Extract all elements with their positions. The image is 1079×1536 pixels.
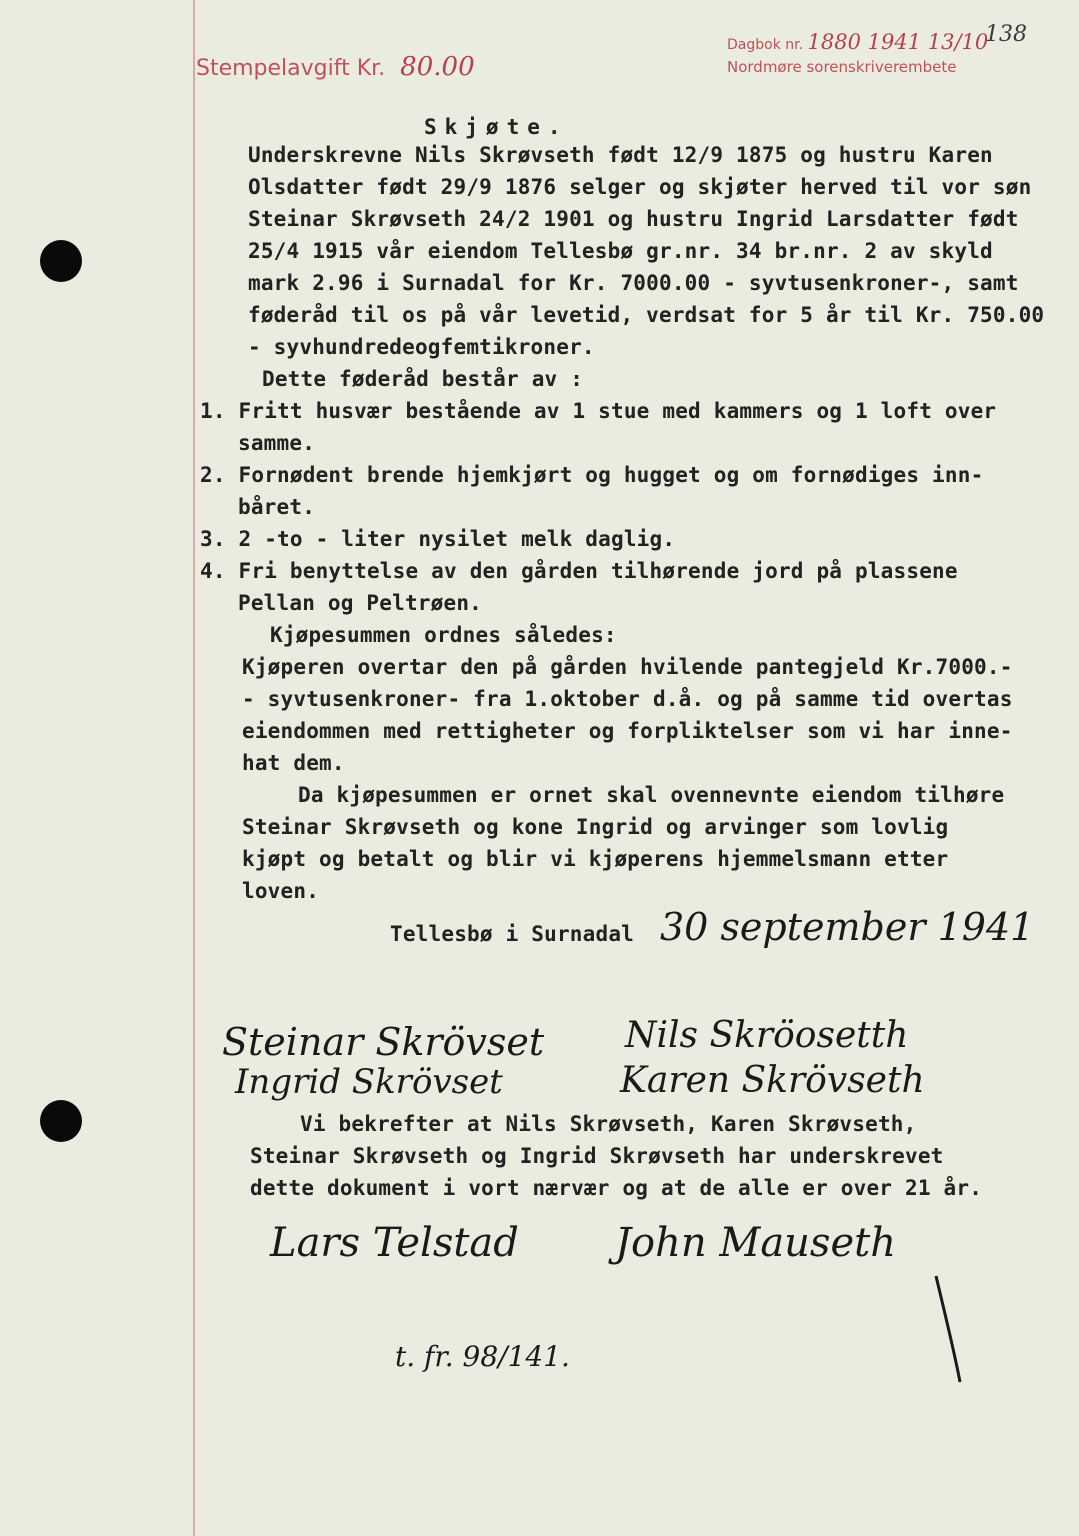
stamp-fee (196, 52, 475, 82)
pen-stroke (930, 1270, 970, 1390)
body-line: Steinar Skrøvseth og kone Ingrid og arvinger som lovlig (242, 815, 949, 839)
signature-ingrid: Ingrid Skrövset (235, 1062, 503, 1102)
body-line: mark 2.96 i Surnadal for Kr. 7000.00 - syvtusenkroner-, samt (248, 271, 1019, 295)
body-line: eiendommen med rettigheter og forpliktelser som vi har inne- (242, 719, 1013, 743)
body-line: Dette føderåd består av : (262, 367, 584, 391)
margin-note: t. fr. 98/141. (395, 1340, 570, 1373)
dagbok-stamp (727, 30, 988, 54)
body-line: hat dem. (242, 751, 345, 775)
witness-line: Steinar Skrøvseth og Ingrid Skrøvseth har underskrevet (250, 1144, 944, 1168)
body-line: 1. Fritt husvær bestående av 1 stue med kammers og 1 loft over (200, 399, 997, 423)
punch-hole-bottom (40, 1100, 82, 1142)
signature-karen: Karen Skrövseth (620, 1060, 925, 1101)
signature-nils: Nils Skröosetth (625, 1015, 909, 1056)
body-line: båret. (238, 495, 316, 519)
body-line: samme. (238, 431, 316, 455)
body-line: 3. 2 -to - liter nysilet melk daglig. (200, 527, 676, 551)
place-line: Tellesbø i Surnadal (390, 922, 635, 946)
date-handwritten: 30 september 1941 (660, 905, 1035, 949)
margin-rule (193, 0, 195, 1536)
body-line: 2. Fornødent brende hjemkjørt og hugget og om fornødiges inn- (200, 463, 984, 487)
stamp-fee-value: 80.00 (400, 52, 475, 82)
body-line: Kjøpesummen ordnes således: (270, 623, 617, 647)
body-line: Underskrevne Nils Skrøvseth født 12/9 1875 og hustru Karen (248, 143, 993, 167)
body-line: kjøpt og betalt og blir vi kjøperens hjemmelsmann etter (242, 847, 949, 871)
body-line: Olsdatter født 29/9 1876 selger og skjøter herved til vor søn (248, 175, 1032, 199)
body-line: Da kjøpesummen er ornet skal ovennevnte eiendom tilhøre (298, 783, 1005, 807)
witness-line: dette dokument i vort nærvær og at de alle er over 21 år. (250, 1176, 983, 1200)
body-line: 25/4 1915 vår eiendom Tellesbø gr.nr. 34 br.nr. 2 av skyld (248, 239, 993, 263)
body-line: - syvhundredeogfemtikroner. (248, 335, 595, 359)
document-title: Skjøte. (424, 115, 569, 139)
dagbok-value: 1880 1941 13/10 (807, 30, 989, 54)
body-line: - syvtusenkroner- fra 1.oktober d.å. og på samme tid overtas (242, 687, 1013, 711)
body-line: 4. Fri benyttelse av den gården tilhørende jord på plassene (200, 559, 958, 583)
punch-hole-top (40, 240, 82, 282)
page-number: 138 (985, 22, 1027, 47)
witness-signature-right: John Mauseth (615, 1220, 896, 1266)
dagbok-label: Dagbok nr. (727, 37, 804, 53)
stamp-fee-label: Stempelavgift Kr. (196, 56, 386, 81)
witness-signature-left: Lars Telstad (270, 1220, 519, 1266)
body-line: loven. (242, 879, 320, 903)
signature-steinar: Steinar Skrövset (222, 1020, 545, 1064)
body-line: Kjøperen overtar den på gården hvilende pantegjeld Kr.7000.- (242, 655, 1013, 679)
witness-line: Vi bekrefter at Nils Skrøvseth, Karen Skrøvseth, (300, 1112, 917, 1136)
office-stamp: Nordmøre sorenskriverembete (727, 58, 957, 76)
body-line: føderåd til os på vår levetid, verdsat for 5 år til Kr. 750.00 (248, 303, 1045, 327)
body-line: Steinar Skrøvseth 24/2 1901 og hustru Ingrid Larsdatter født (248, 207, 1019, 231)
body-line: Pellan og Peltrøen. (238, 591, 483, 615)
